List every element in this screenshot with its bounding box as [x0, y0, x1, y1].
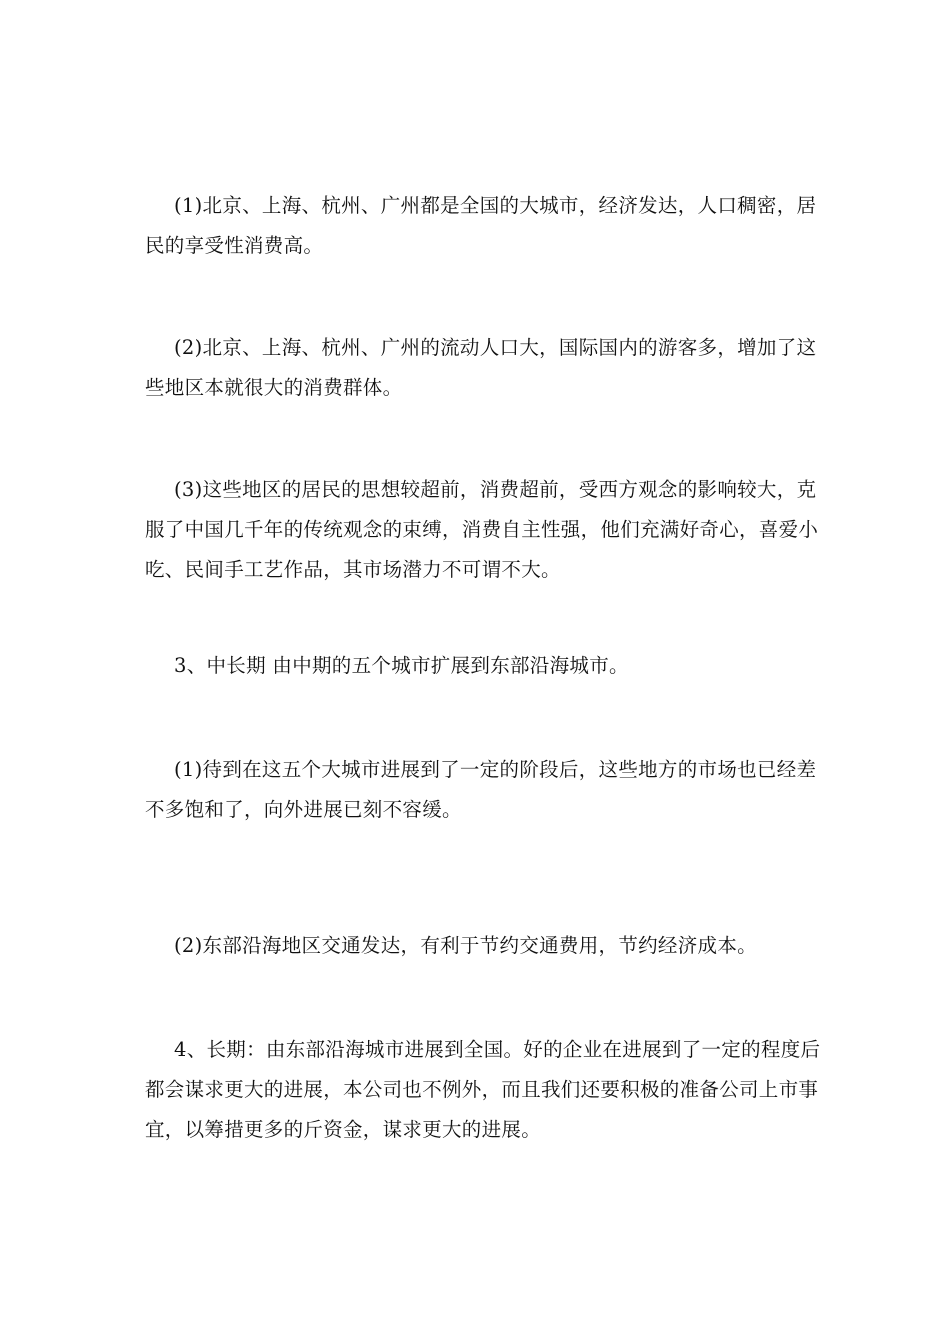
paragraph-line: 4、长期：由东部沿海城市进展到全国。好的企业在进展到了一定的程度后: [174, 1038, 821, 1061]
paragraph-2: [145, 328, 817, 408]
paragraph-4: [145, 646, 805, 686]
paragraph-1: [145, 186, 817, 266]
paragraph-line: (3)这些地区的居民的思想较超前，消费超前，受西方观念的影响较大，克: [174, 478, 817, 501]
paragraph-7: [145, 1030, 821, 1150]
paragraph-line: 吃、民间手工艺作品，其市场潜力不可谓不大。: [145, 558, 561, 581]
paragraph-line: (1)北京、上海、杭州、广州都是全国的大城市，经济发达，人口稠密，居: [174, 194, 817, 217]
paragraph-line: (2)北京、上海、杭州、广州的流动人口大，国际国内的游客多，增加了这: [174, 336, 817, 359]
paragraph-line: 服了中国几千年的传统观念的束缚，消费自主性强，他们充满好奇心，喜爱小: [145, 518, 819, 541]
paragraph-line: 3、中长期 由中期的五个城市扩展到东部沿海城市。: [174, 654, 629, 677]
paragraph-line: 宜，以筹措更多的斤资金，谋求更大的进展。: [145, 1118, 542, 1141]
paragraph-line: 民的享受性消费高。: [145, 234, 324, 257]
paragraph-6: [145, 926, 805, 966]
paragraph-5: [145, 750, 817, 830]
paragraph-line: (2)东部沿海地区交通发达，有利于节约交通费用，节约经济成本。: [174, 934, 757, 957]
paragraph-line: 些地区本就很大的消费群体。: [145, 376, 403, 399]
paragraph-line: (1)待到在这五个大城市进展到了一定的阶段后，这些地方的市场也已经差: [174, 758, 817, 781]
paragraph-line: 都会谋求更大的进展，本公司也不例外，而且我们还要积极的准备公司上市事: [145, 1078, 819, 1101]
paragraph-3: [145, 470, 819, 590]
paragraph-line: 不多饱和了，向外进展已刻不容缓。: [145, 798, 462, 821]
